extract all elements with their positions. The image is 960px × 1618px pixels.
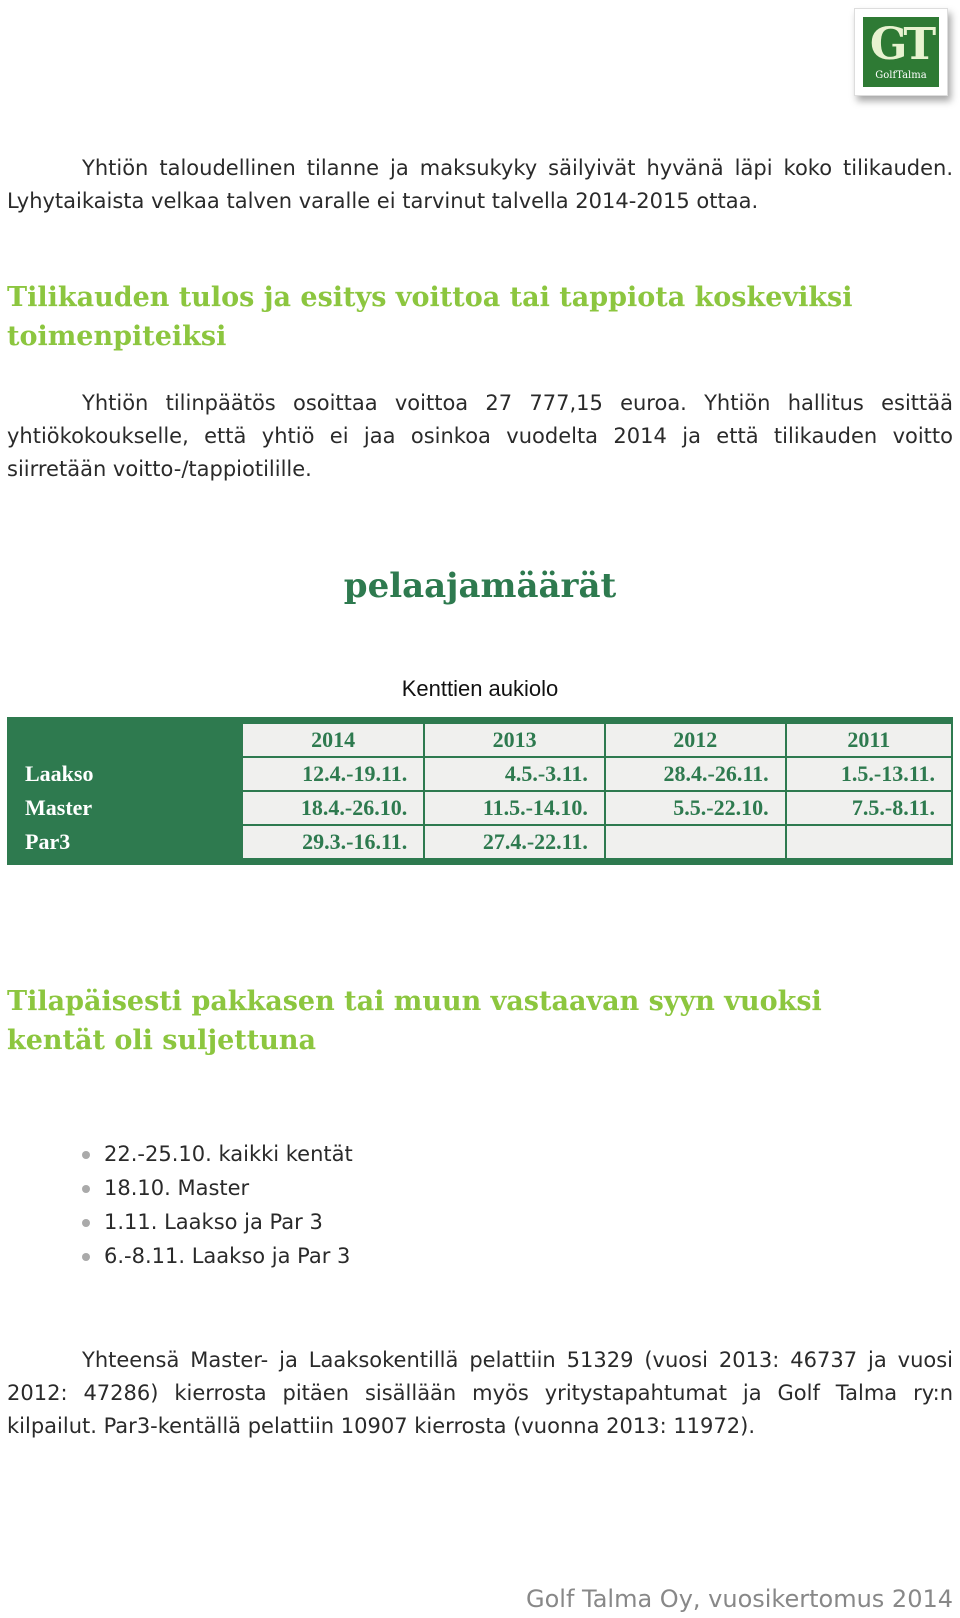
list-item: 6.-8.11. Laakso ja Par 3 [80, 1239, 353, 1273]
logo-letters: GT [869, 19, 933, 70]
table-row [9, 792, 951, 824]
opening-times-table [7, 717, 953, 865]
course-name: Par3 [9, 826, 241, 858]
year-header: 2011 [787, 724, 951, 756]
result-paragraph: Yhtiön tilinpäätös osoittaa voittoa 27 777,15 euroa. Yhtiön hallitus esittää yhtiökokoukselle, että yhtiö ei jaa osinkoa vuodelta 2014 ja että tilikauden voitto siirretään voitto-/tappiotilille. [7, 391, 953, 481]
table-cell [606, 826, 785, 858]
table-cell: 27.4.-22.11. [425, 826, 604, 858]
table-row [9, 758, 951, 790]
table-cell: 1.5.-13.11. [787, 758, 951, 790]
year-header: 2014 [243, 724, 423, 756]
company-logo [854, 8, 948, 96]
course-name: Laakso [9, 758, 241, 790]
table-cell: 12.4.-19.11. [243, 758, 423, 790]
table-cell: 5.5.-22.10. [606, 792, 785, 824]
table-cell: 11.5.-14.10. [425, 792, 604, 824]
rounds-paragraph: Yhteensä Master- ja Laaksokentillä pelattiin 51329 (vuosi 2013: 46737 ja vuosi 2012: 47286) kierrosta pitäen sisällään myös yritystapahtumat ja Golf Talma ry:n kilpailut. Par3-kentällä pelattiin 10907 kierrosta (vuonna 2013: 11972). [7, 1348, 953, 1438]
page-footer: Golf Talma Oy, vuosikertomus 2014 [526, 1585, 953, 1613]
table-cell: 29.3.-16.11. [243, 826, 423, 858]
table-caption: Kenttien aukiolo [401, 676, 559, 701]
table-cell: 18.4.-26.10. [243, 792, 423, 824]
closure-heading: Tilapäisesti pakkasen tai muun vastaavan syyn vuoksi kentät oli suljettuna [7, 986, 822, 1056]
intro-paragraph: Yhtiön taloudellinen tilanne ja maksukyky säilyivät hyvänä läpi koko tilikauden. Lyhytaikaista velkaa talven varalle ei tarvinut talvella 2014-2015 ottaa. [7, 156, 953, 213]
result-heading: Tilikauden tulos ja esitys voittoa tai tappiota koskeviksi toimenpiteiksi [7, 282, 853, 352]
course-name: Master [9, 792, 241, 824]
list-item: 22.-25.10. kaikki kentät [80, 1137, 353, 1171]
logo-subtitle: GolfTalma [875, 70, 927, 81]
table-cell [787, 826, 951, 858]
year-header: 2013 [425, 724, 604, 756]
logo-emblem [863, 17, 939, 87]
year-header: 2012 [606, 724, 785, 756]
table-cell: 7.5.-8.11. [787, 792, 951, 824]
list-item: 18.10. Master [80, 1171, 353, 1205]
players-heading: pelaajamäärät [343, 566, 617, 606]
table-cell: 4.5.-3.11. [425, 758, 604, 790]
table-cell: 28.4.-26.11. [606, 758, 785, 790]
closure-list [80, 1137, 353, 1273]
table-corner-cell [9, 724, 241, 756]
table-header-row [9, 724, 951, 756]
list-item: 1.11. Laakso ja Par 3 [80, 1205, 353, 1239]
table-row [9, 826, 951, 858]
